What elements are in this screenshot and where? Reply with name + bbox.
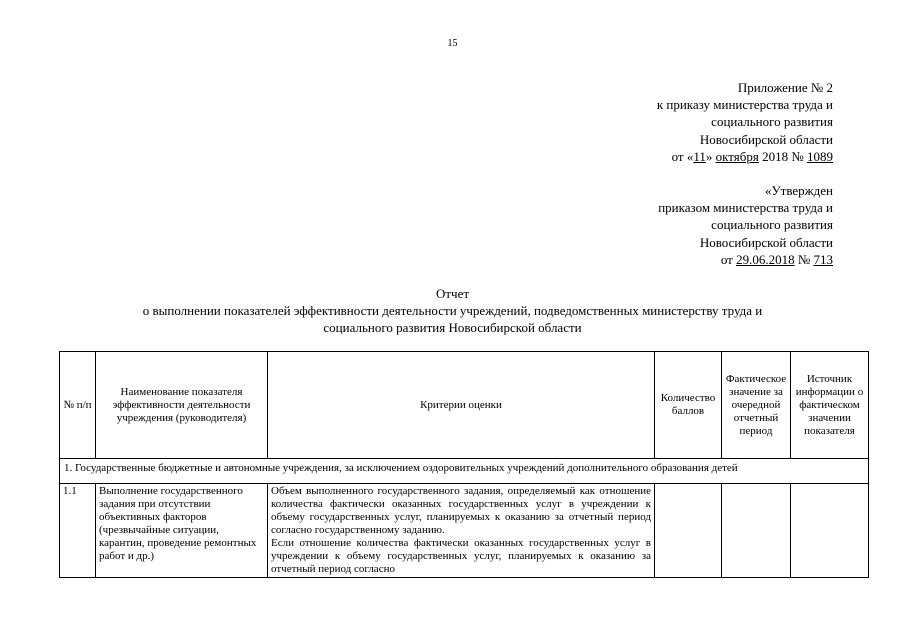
row-actual <box>722 484 791 578</box>
approved-block <box>658 182 833 268</box>
appendix-line-1: Приложение № 2 <box>737 80 833 95</box>
row-source <box>791 484 869 578</box>
appendix-date-year: 2018 № <box>758 148 807 164</box>
appendix-date-day: 11 <box>693 148 706 164</box>
appendix-line-4: Новосибирской области <box>699 131 833 147</box>
title-line-3: социального развития Новосибирской области <box>323 320 582 336</box>
approved-line-2: приказом министерства труда и <box>658 200 833 216</box>
approved-date-line <box>658 251 833 268</box>
row-points <box>655 484 722 578</box>
report-title <box>60 285 845 337</box>
approved-date-prefix: от <box>720 251 737 267</box>
row-indicator: Выполнение государственного задания при отсутствии объективных факторов (чрезвычайные ситуации, карантин, проведение ремонтных работ и др.) <box>96 484 268 578</box>
table-row <box>60 484 869 578</box>
criteria-paragraph-2: Если отношение количества фактически оказанных государственных услуг в учреждении к объему государственных услуг, планируемых к оказанию за отчетный период согласно <box>271 537 651 575</box>
appendix-order-number: 1089 <box>807 148 833 164</box>
row-num: 1.1 <box>60 484 96 578</box>
section-row <box>60 459 869 484</box>
report-table <box>59 351 869 578</box>
approved-line-3: социального развития <box>711 217 833 233</box>
approved-order-number: 713 <box>813 251 833 267</box>
header-indicator: Наименование показателя эффективности деятельности учреждения (руководителя) <box>96 352 268 459</box>
header-actual: Фактическое значение за очередной отчетный период <box>722 352 791 459</box>
approved-line-1: «Утвержден <box>764 183 833 198</box>
header-points: Количество баллов <box>655 352 722 459</box>
row-criteria <box>268 484 655 578</box>
appendix-date-month: октября <box>715 148 759 164</box>
criteria-paragraph-1: Объем выполненного государственного задания, определяемый как отношение количества фактически оказанных государственных услуг в учреждении к объему государственных услуг, планируемых к оказанию за отчетный период согласно государственному заданию. <box>271 485 651 536</box>
appendix-line-2: к приказу министерства труда и <box>656 97 833 113</box>
section-title: 1. Государственные бюджетные и автономные учреждения, за исключением оздоровительных учреждений дополнительного образования детей <box>60 459 869 484</box>
approved-date: 29.06.2018 <box>736 251 795 267</box>
header-num: № п/п <box>60 352 96 459</box>
header-source: Источник информации о фактическом значении показателя <box>791 352 869 459</box>
header-criteria: Критерии оценки <box>268 352 655 459</box>
appendix-block <box>657 79 833 165</box>
title-line-1: Отчет <box>435 286 470 301</box>
approved-num-prefix: № <box>794 251 814 267</box>
appendix-date-mid: » <box>705 148 716 164</box>
appendix-date-prefix: от « <box>671 148 694 164</box>
appendix-date-line <box>657 148 833 165</box>
page-number: 15 <box>447 38 458 49</box>
title-line-2: о выполнении показателей эффективности деятельности учреждений, подведомственных министерству труда и <box>142 303 763 319</box>
table-header-row <box>60 352 869 459</box>
approved-line-4: Новосибирской области <box>699 234 833 250</box>
appendix-line-3: социального развития <box>711 114 833 130</box>
